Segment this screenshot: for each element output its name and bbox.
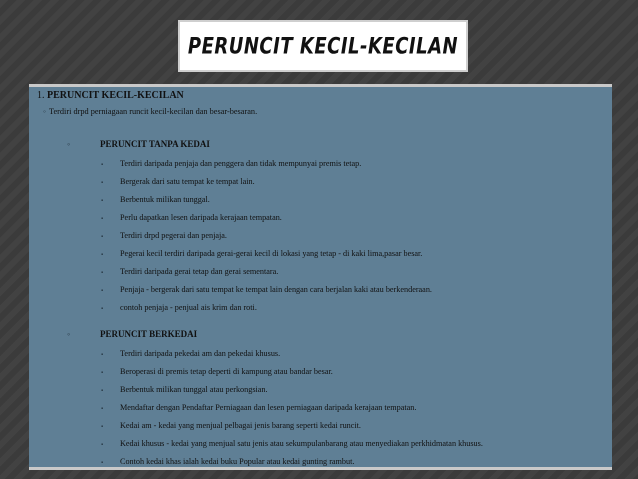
bullet-icon: ◦	[43, 107, 46, 116]
section-title-tanpa-kedai: ◦ PERUNCIT TANPA KEDAI	[67, 139, 210, 149]
list-item: ▪ Beroperasi di premis tetap deperti di kampung atau bandar besar.	[101, 367, 333, 376]
bullet-icon: ▪	[101, 442, 104, 448]
bullet-icon: ▪	[101, 216, 104, 222]
list-item: ▪ Mendaftar dengan Pendaftar Perniagaan dan lesen perniagaan daripada kerajaan tempatan.	[101, 403, 417, 412]
bullet-icon: ▪	[101, 288, 104, 294]
bullet-icon: ◦	[67, 329, 71, 339]
list-item: ▪ Berbentuk milikan tunggal.	[101, 195, 210, 204]
heading-text: PERUNCIT KECIL-KECILAN	[47, 90, 184, 101]
bullet-icon: ▪	[101, 388, 104, 394]
bullet-icon: ▪	[101, 270, 104, 276]
bullet-icon: ▪	[101, 460, 104, 466]
bullet-icon: ▪	[101, 424, 104, 430]
content-panel	[29, 84, 612, 470]
bullet-icon: ▪	[101, 370, 104, 376]
list-item: ▪ Contoh kedai khas ialah kedai buku Popular atau kedai gunting rambut.	[101, 457, 355, 466]
bullet-icon: ▪	[101, 406, 104, 412]
list-item: ▪ Bergerak dari satu tempat ke tempat lain.	[101, 177, 255, 186]
list-item: ▪ Kedai am - kedai yang menjual pelbagai jenis barang seperti kedai runcit.	[101, 421, 361, 430]
bullet-icon: ▪	[101, 252, 104, 258]
list-item: ▪ Terdiri daripada pekedai am dan pekedai khusus.	[101, 349, 281, 358]
slide-title-box	[178, 20, 468, 72]
bullet-icon: ▪	[101, 306, 104, 312]
intro-text: ◦ Terdiri drpd perniagaan runcit kecil-kecilan dan besar-besaran.	[43, 107, 258, 116]
section-heading	[37, 90, 184, 101]
bullet-icon: ▪	[101, 180, 104, 186]
list-item: ▪ Pegerai kecil terdiri daripada gerai-gerai kecil di lokasi yang tetap - di kaki lima,pasar besar.	[101, 249, 423, 258]
bullet-icon: ▪	[101, 198, 104, 204]
bullet-icon: ▪	[101, 162, 104, 168]
list-item: ▪ Penjaja - bergerak dari satu tempat ke tempat lain dengan cara berjalan kaki atau berkenderaan.	[101, 285, 432, 294]
list-item: ▪ Terdiri daripada gerai tetap dan gerai sementara.	[101, 267, 279, 276]
heading-number: 1.	[37, 90, 45, 101]
list-item: ▪ contoh penjaja - penjual ais krim dan roti.	[101, 303, 257, 312]
slide-title: PERUNCIT KECIL-KECILAN	[187, 32, 459, 60]
bullet-icon: ▪	[101, 352, 104, 358]
bullet-icon: ▪	[101, 234, 104, 240]
list-item: ▪ Perlu dapatkan lesen daripada kerajaan tempatan.	[101, 213, 282, 222]
section-title-berkedai: ◦ PERUNCIT BERKEDAI	[67, 329, 198, 339]
list-item: ▪ Terdiri drpd pegerai dan penjaja.	[101, 231, 227, 240]
bullet-icon: ◦	[67, 139, 71, 149]
list-item: ▪ Kedai khusus - kedai yang menjual satu jenis atau sekumpulanbarang atau menyediakan perkhidmatan khusus.	[101, 439, 483, 448]
list-item: ▪ Berbentuk milikan tunggal atau perkongsian.	[101, 385, 268, 394]
list-item: ▪ Terdiri daripada penjaja dan penggera dan tidak mempunyai premis tetap.	[101, 159, 362, 168]
